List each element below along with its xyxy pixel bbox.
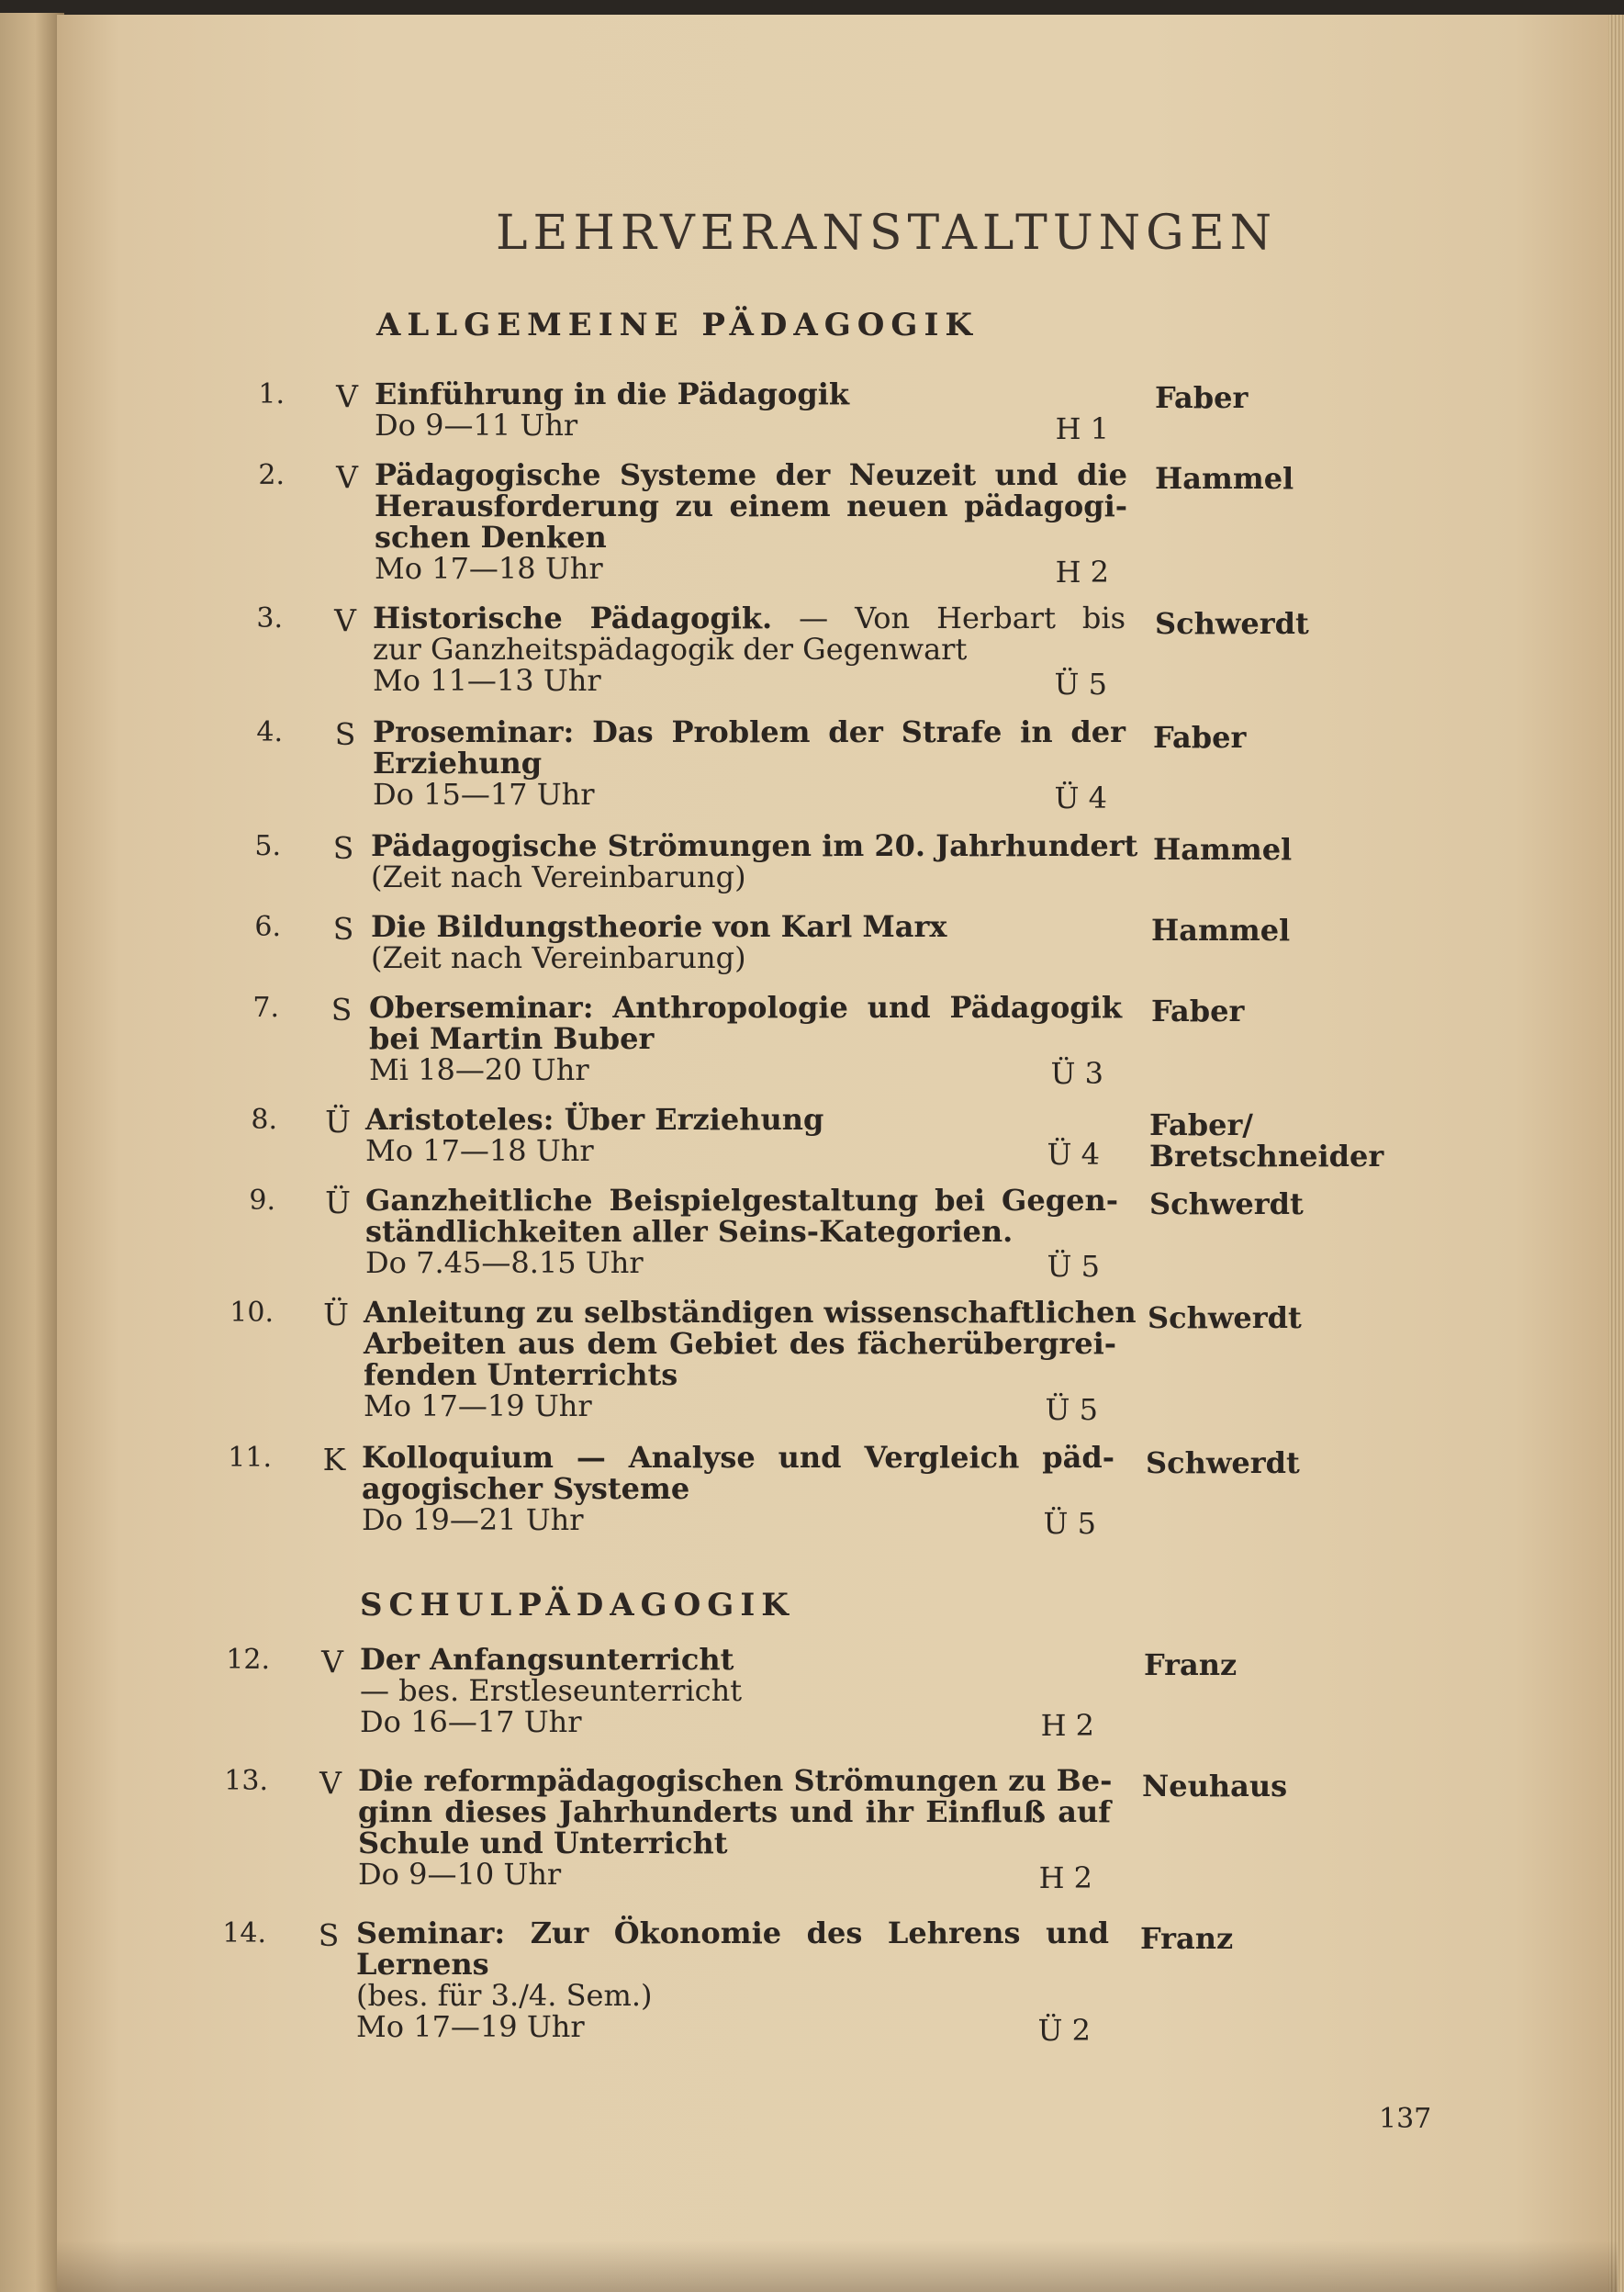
entry-time: Mo 17—19 Uhr [364, 1388, 592, 1423]
entry-number: 10. [230, 1297, 274, 1329]
entry-room: Ü 4 [1054, 781, 1107, 815]
entry-type: V [336, 459, 358, 495]
entry-lecturer: Hammel [1151, 913, 1291, 948]
entry-title: Pädagogische Strömungen im 20. Jahrhundert [371, 828, 1138, 863]
entry-title: ständlichkeiten aller Seins-Kategorien. [365, 1214, 1014, 1249]
entry-type: V [334, 602, 356, 638]
entry-title: ginn dieses Jahrhunderts und ihr Einfluß auf [358, 1794, 1111, 1829]
entry-time: Do 9—11 Uhr [375, 408, 578, 443]
page-number: 137 [1379, 2103, 1432, 2135]
entry-subtitle: (Zeit nach Vereinbarung) [371, 940, 746, 975]
entry-type: Ü [325, 1185, 351, 1220]
entry-title: Lernens [356, 1947, 489, 1982]
entry-number: 5. [254, 830, 281, 862]
page-title: LEHRVERANSTALTUNGEN [496, 206, 1278, 261]
entry-type: S [330, 992, 353, 1028]
entry-lecturer: Franz [1144, 1647, 1238, 1682]
entry-title: Anleitung zu selbständigen wissenschaftlichen [364, 1295, 1137, 1330]
left-page-edge [0, 13, 64, 2292]
entry-time: Do 15—17 Uhr [373, 777, 595, 812]
entry-lecturer: Schwerdt [1148, 1300, 1302, 1335]
book-page [57, 15, 1608, 2292]
entry-title: Historische Pädagogik. [373, 601, 773, 635]
entry-lecturer: Schwerdt [1149, 1186, 1304, 1221]
entry-type: S [332, 830, 354, 866]
entry-lecturer: Hammel [1155, 461, 1294, 496]
entry-title: Arbeiten aus dem Gebiet des fächerübergrei- [364, 1326, 1116, 1361]
entry-time: Do 7.45—8.15 Uhr [365, 1245, 644, 1280]
entry-lecturer: Bretschneider [1149, 1139, 1384, 1174]
entry-type: V [336, 378, 358, 414]
entry-lecturer: Neuhaus [1142, 1769, 1288, 1803]
entry-room: H 2 [1038, 1860, 1092, 1895]
entry-time: Mo 11—13 Uhr [373, 663, 601, 698]
entry-lecturer: Faber [1151, 994, 1245, 1028]
entry-title: Ganzheitliche Beispielgestaltung bei Gegen- [365, 1183, 1118, 1218]
entry-room: H 1 [1055, 411, 1109, 446]
entry-time: Mi 18—20 Uhr [369, 1052, 589, 1087]
entry-title: Seminar: Zur Ökonomie des Lehrens und [356, 1916, 1109, 1950]
entry-title: Der Anfangsunterricht [360, 1642, 734, 1677]
entry-time: Mo 17—19 Uhr [356, 2009, 585, 2044]
entry-lecturer: Schwerdt [1155, 606, 1309, 641]
entry-lecturer: Faber [1153, 720, 1247, 755]
entry-type: Ü [325, 1104, 351, 1140]
entry-room: Ü 5 [1047, 1249, 1100, 1284]
entry-lecturer: Faber [1155, 380, 1249, 415]
entry-title: Aristoteles: Über Erziehung [365, 1102, 824, 1137]
entry-number: 7. [252, 992, 279, 1024]
entry-title: Die Bildungstheorie von Karl Marx [371, 909, 947, 944]
entry-lecturer: Faber/ [1149, 1107, 1253, 1142]
entry-type: V [321, 1644, 343, 1680]
entry-title: Proseminar: Das Problem der Strafe in der [373, 714, 1126, 749]
entry-type: S [318, 1917, 340, 1953]
entry-room: Ü 4 [1047, 1137, 1100, 1172]
entry-time: Mo 17—18 Uhr [375, 551, 603, 586]
section-heading-allgemeine: ALLGEMEINE PÄDAGOGIK [376, 307, 979, 343]
entry-number: 3. [256, 602, 283, 635]
entry-type: S [332, 911, 354, 947]
entry-title: fenden Unterrichts [364, 1357, 678, 1392]
entry-title: Schule und Unterricht [358, 1826, 728, 1860]
entry-number: 1. [258, 378, 285, 410]
entry-number: 11. [228, 1442, 272, 1474]
entry-room: Ü 5 [1045, 1392, 1098, 1427]
entry-title: Erziehung [373, 746, 543, 781]
section-heading-schulpaedagogik: SCHULPÄDAGOGIK [360, 1587, 795, 1624]
entry-title: Oberseminar: Anthropologie und Pädagogik [369, 990, 1122, 1025]
entry-room: H 2 [1040, 1708, 1094, 1743]
entry-number: 9. [249, 1185, 275, 1217]
entry-room: Ü 5 [1054, 667, 1107, 702]
entry-room: Ü 2 [1037, 2013, 1091, 2048]
page-stack-edge [1608, 15, 1624, 2292]
entry-room: H 2 [1055, 555, 1109, 590]
entry-number: 13. [224, 1765, 268, 1797]
entry-number: 12. [226, 1644, 270, 1676]
entry-title: Die reformpädagogischen Strömungen zu Be- [358, 1763, 1113, 1798]
entry-number: 2. [258, 459, 285, 491]
entry-title: Herausforderung zu einem neuen pädagogi- [375, 489, 1127, 523]
entry-lecturer: Hammel [1153, 832, 1293, 867]
entry-subtitle: (bes. für 3./4. Sem.) [356, 1978, 653, 2013]
entry-title: bei Martin Buber [369, 1021, 655, 1056]
entry-title: schen Denken [375, 520, 607, 555]
entry-title: Einführung in die Pädagogik [375, 376, 850, 411]
entry-room: Ü 5 [1043, 1506, 1096, 1541]
entry-title-suffix: — Von Herbart bis [772, 601, 1126, 635]
entry-time: Do 16—17 Uhr [360, 1704, 582, 1739]
entry-lecturer: Schwerdt [1146, 1445, 1300, 1480]
entry-time: Do 19—21 Uhr [362, 1502, 584, 1537]
entry-subtitle: (Zeit nach Vereinbarung) [371, 860, 746, 894]
entry-number: 14. [222, 1917, 266, 1949]
entry-subtitle: — bes. Erstleseunterricht [360, 1673, 743, 1708]
entry-type: K [322, 1442, 346, 1477]
entry-title: agogischer Systeme [362, 1471, 690, 1506]
entry-number: 8. [251, 1104, 277, 1136]
entry-lecturer: Franz [1140, 1921, 1234, 1956]
entry-time: Do 9—10 Uhr [358, 1857, 562, 1892]
entry-number: 4. [256, 716, 283, 748]
entry-type: Ü [323, 1297, 349, 1332]
entry-title: Kolloquium — Analyse und Vergleich päd- [362, 1440, 1114, 1475]
entry-type: V [319, 1765, 342, 1801]
entry-room: Ü 3 [1050, 1056, 1103, 1091]
entry-time: Mo 17—18 Uhr [365, 1133, 594, 1168]
entry-number: 6. [254, 911, 281, 943]
entry-subtitle: zur Ganzheitspädagogik der Gegenwart [373, 632, 968, 667]
entry-title: Pädagogische Systeme der Neuzeit und die [375, 457, 1127, 492]
bottom-shadow [57, 2241, 1618, 2292]
entry-type: S [334, 716, 356, 752]
